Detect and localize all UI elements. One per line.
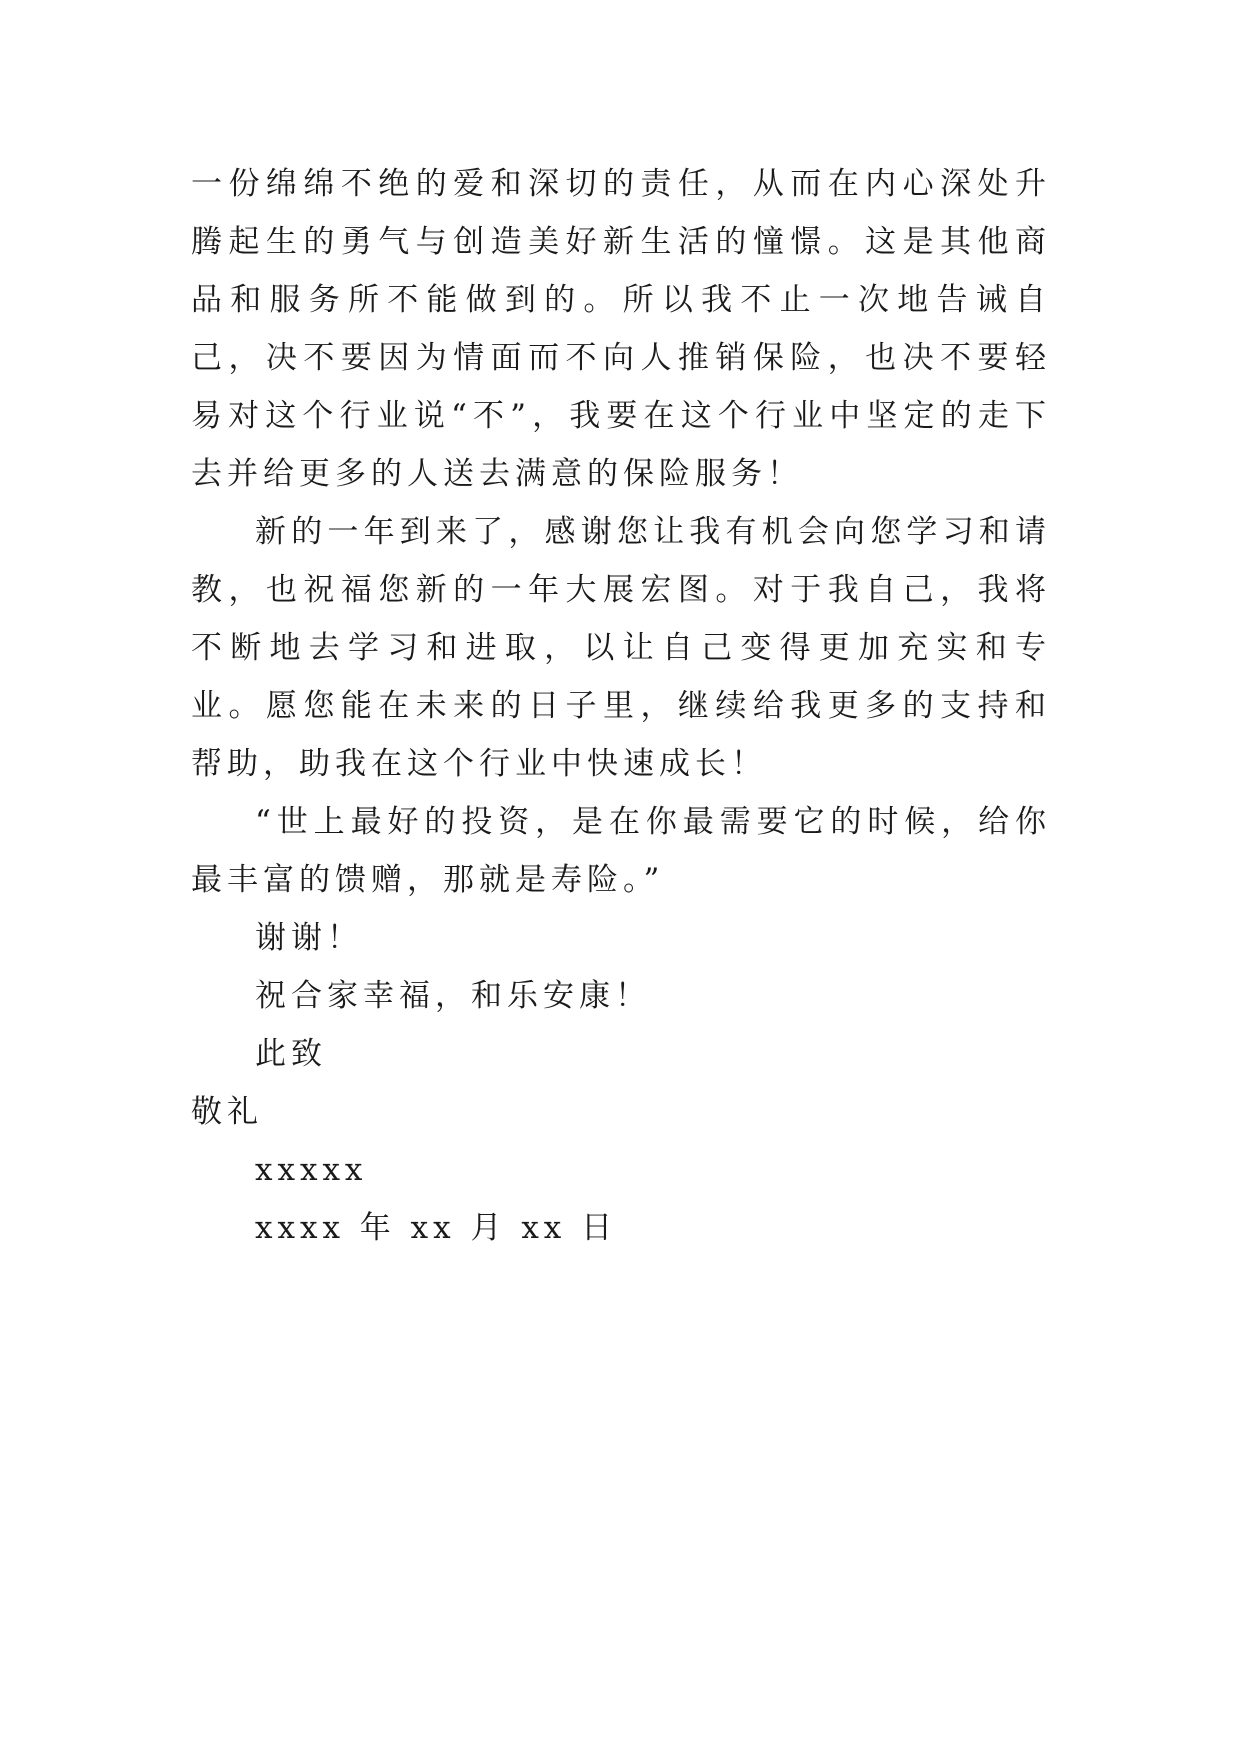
signature-line: xxxxx xyxy=(255,1152,368,1188)
paragraph-new-year: 新的一年到来了，感谢您让我有机会向您学习和请教，也祝福您新的一年大展宏图。对于我自己，我将不断地去学习和进取，以让自己变得更加充实和专业。愿您能在未来的日子里，继续给我更多的支持和帮助，助我在这个行业中快速成长！ xyxy=(191,514,1051,782)
letter-body xyxy=(191,155,1051,1257)
closing-line: 此致 xyxy=(255,1036,327,1072)
paragraph-quote: “世上最好的投资，是在你最需要它的时候，给你最丰富的馈赠，那就是寿险。” xyxy=(191,804,1051,898)
wishes-line: 祝合家幸福，和乐安康！ xyxy=(255,978,651,1014)
salute-line: 敬礼 xyxy=(191,1094,263,1130)
paragraph-continuation: 一份绵绵不绝的爱和深切的责任，从而在内心深处升腾起生的勇气与创造美好新生活的憧憬。这是其他商品和服务所不能做到的。所以我不止一次地告诫自己，决不要因为情面而不向人推销保险，也决不要轻易对这个行业说“不”，我要在这个行业中坚定的走下去并给更多的人送去满意的保险服务！ xyxy=(191,166,1051,492)
thanks-line: 谢谢！ xyxy=(255,920,363,956)
date-line: xxxx 年 xx 月 xx 日 xyxy=(255,1210,618,1246)
